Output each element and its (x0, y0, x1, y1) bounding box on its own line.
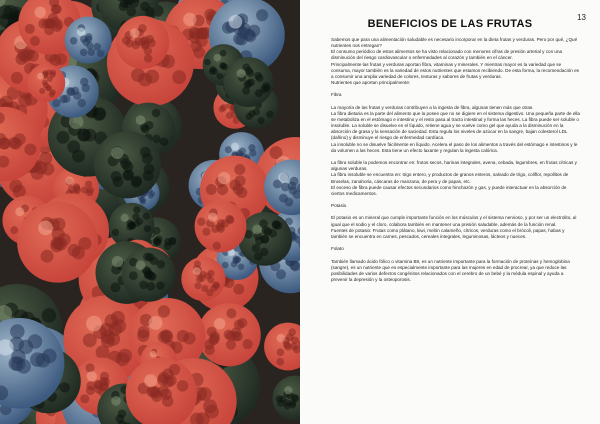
intro-paragraph: Nutrientes que aportan principalmente: (331, 80, 411, 86)
section-heading-fibra: Fibra (331, 92, 342, 98)
fibra-fuentes-paragraph: La fibra insoluble se encuentra en: trigo entero, y productos de granos enteros, salvado de trigo, coliflor, repollitos de Bruselas, zanahoria, cáscaras de manzana, de pera y de papas, etc. (331, 172, 569, 184)
fibra-paragraph: La mayoría de las frutas y verduras contribuyen a la ingesta de fibra, algunas tienen más que otras. (331, 104, 534, 110)
article-body (331, 37, 580, 283)
fibra-paragraph: La fibra dietaria es la parte del alimento que la posee que no se digiere en el sistema digestivo. Una pequeña parte de ella se metaboliza en el estómago e intestino y el resto pasa al tracto intestinal y forma las heces. La fibra puede ser soluble o insoluble. La soluble se disuelve en el líquido, retiene agua y se vuelve como gel que ayuda a la disminución en la absorción de grasa y la sensación de saciedad. Esta regula los niveles de azúcar en la sangre, bajan colesterol LDL (dañino) y disminuye el riesgo de enfermedad cardíaca. (331, 110, 580, 141)
section-heading-potasio: Potasio (331, 203, 347, 209)
berry (94, 131, 161, 198)
berry (197, 303, 260, 366)
potasio-paragraph: Fuentes de potasio: Frutas como plátano, kiwi, melón calameño, cítricos, verduras como el brócoli, papas, habas y también se encuentra en carnes, pescados, cereales integrales, leguminosas, lácteos y nueces. (331, 227, 565, 239)
fibra-fuentes-paragraph: La fibra soluble la podemos encontrar en: frutos secos, harinas integrales, avena, cebada, legumbres, en frutas cítricas y algunas verduras. (331, 160, 577, 172)
berry (65, 17, 112, 64)
section-heading-folato: Folato (331, 246, 344, 252)
berry (27, 64, 65, 102)
intro-paragraph: Sabemos que para una alimentación saludable es necesario incorporar en la dieta frutas y verduras. Pero por qué, ¿Qué nutrientes nos entregan? (331, 37, 578, 49)
fibra-fuentes-paragraph: El exceso de fibra puede causar efectos secundarios como hinchazón y gas, y puede interactuar en la absorción de ciertos medicamentos. (331, 184, 567, 196)
page-title: BENEFICIOS DE LAS FRUTAS (367, 18, 533, 30)
berry (238, 212, 292, 266)
folato-paragraph: También llamado ácido fólico o vitamina B9, es un nutriente importante para la formación de proteínas y hemoglobina (sangre), es un nutriente que es especialmente importante para las mujeres en edad de procrear, ya que reduce las posibilidades de varios defectos congénitos relacionados con el cerebro de un bebé y la médula espinal y ayuda a prevenir la depresión y la osteoporosis. (331, 258, 570, 282)
berry (224, 57, 274, 107)
berry (122, 248, 176, 302)
potasio-paragraph: El potasio es un mineral que cumple importante función en los músculos y el sistema nervioso, y por ser un electrolito, al igual que el sodio y el cloro, colabora también en mantener una presión saludable, además de la función renal. (331, 215, 577, 227)
fibra-paragraph: La insoluble no se disuelve fácilmente en líquido. Acelera el paso de los alimentos a través del estómago e intestinos y le da volumen a las heces. Esta tiene un efecto laxante y regulan la ingesta calórica. (331, 141, 578, 153)
intro-paragraph: El consumo periódico de estos alimentos se ha visto relacionado con menores cifras de presión arterial y con una disminución del riesgo cardiovascular o enfermedades al corazón y también en el cáncer. (331, 49, 563, 61)
berry (181, 257, 225, 301)
intro-paragraph: Principalmente las frutas y verduras aportan fibra, vitaminas y minerales. Y mientras mayor es la variedad que se consuma, mayor también es la variedad de estos nutrientes que estamos recibiendo. De esta forma, la recomendación es a consumir una amplia variedad de colores, texturas y sabores de frutas y verduras. (331, 61, 579, 79)
berry (17, 202, 98, 283)
page-number: 13 (577, 13, 586, 22)
text-page (300, 0, 600, 424)
berry (195, 200, 247, 252)
berry (116, 16, 169, 69)
